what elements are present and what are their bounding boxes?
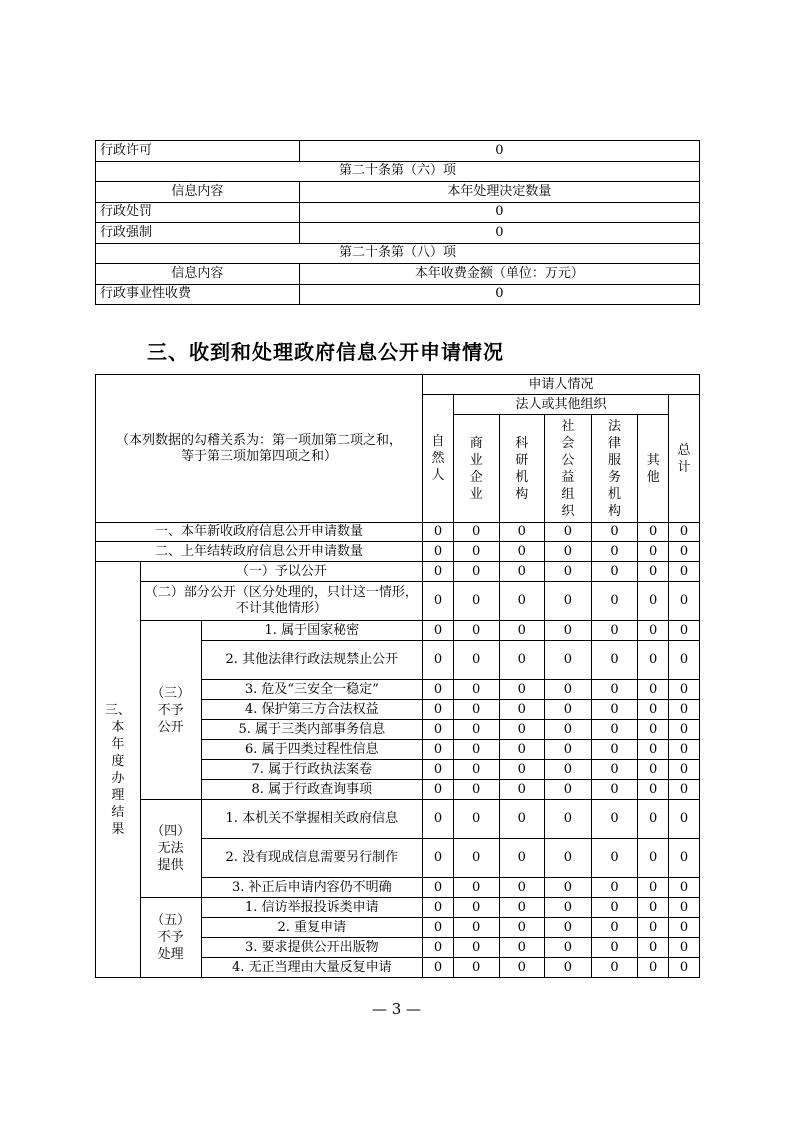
zero-cell: 0 bbox=[499, 720, 545, 740]
vertical-text-line: 他 bbox=[646, 469, 660, 485]
zero-cell: 0 bbox=[453, 621, 499, 641]
row-label: （二）部分公开（区分处理的，只计这一情形，不计其他情形） bbox=[140, 582, 422, 621]
vertical-text-line: 不予 bbox=[157, 930, 184, 945]
vertical-text-line: 业 bbox=[469, 452, 483, 468]
row-label: 3. 补正后申请内容仍不明确 bbox=[201, 878, 423, 898]
zero-cell: 0 bbox=[669, 839, 700, 878]
zero-cell: 0 bbox=[669, 740, 700, 760]
zero-cell: 0 bbox=[638, 621, 669, 641]
zero-cell: 0 bbox=[669, 700, 700, 720]
row-label: 行政处罚 bbox=[96, 202, 300, 223]
zero-cell: 0 bbox=[545, 641, 592, 680]
zero-cell: 0 bbox=[499, 523, 545, 542]
zero-cell: 0 bbox=[423, 839, 454, 878]
zero-cell: 0 bbox=[669, 523, 700, 542]
zero-cell: 0 bbox=[669, 582, 700, 621]
zero-cell: 0 bbox=[669, 760, 700, 780]
row-value: 0 bbox=[299, 202, 699, 223]
zero-cell: 0 bbox=[499, 740, 545, 760]
zero-cell: 0 bbox=[453, 800, 499, 839]
vertical-text-line: 会 bbox=[561, 435, 575, 451]
row-label: 1. 信访举报投诉类申请 bbox=[201, 898, 423, 918]
zero-cell: 0 bbox=[545, 582, 592, 621]
zero-cell: 0 bbox=[638, 839, 669, 878]
row-label: 4. 无正当理由大量反复申请 bbox=[201, 958, 423, 978]
row-label: 1. 属于国家秘密 bbox=[201, 621, 423, 641]
table-row bbox=[96, 523, 700, 542]
zero-cell: 0 bbox=[638, 542, 669, 562]
zero-cell: 0 bbox=[453, 582, 499, 621]
vertical-text-line: 服 bbox=[607, 452, 621, 468]
zero-cell: 0 bbox=[545, 523, 592, 542]
zero-cell: 0 bbox=[453, 839, 499, 878]
zero-cell: 0 bbox=[499, 898, 545, 918]
table-row bbox=[96, 800, 700, 839]
vertical-text-line: 构 bbox=[607, 503, 621, 519]
row-label: 2. 没有现成信息需要另行制作 bbox=[201, 839, 423, 878]
zero-cell: 0 bbox=[453, 918, 499, 938]
vertical-text-line: 总 bbox=[677, 442, 691, 458]
zero-cell: 0 bbox=[423, 680, 454, 700]
vertical-text-line: 其 bbox=[646, 452, 660, 468]
row-label: 2. 其他法律行政法规禁止公开 bbox=[201, 641, 423, 680]
zero-cell: 0 bbox=[499, 839, 545, 878]
vertical-text-line: 组 bbox=[561, 486, 575, 502]
zero-cell: 0 bbox=[638, 878, 669, 898]
zero-cell: 0 bbox=[453, 740, 499, 760]
zero-cell: 0 bbox=[638, 523, 669, 542]
zero-cell: 0 bbox=[453, 898, 499, 918]
column-header: 本年收费金额（单位：万元） bbox=[299, 264, 699, 285]
vertical-text-line: 不予 bbox=[157, 702, 184, 718]
zero-cell: 0 bbox=[591, 878, 638, 898]
col-research bbox=[499, 415, 545, 523]
zero-cell: 0 bbox=[545, 918, 592, 938]
zero-cell: 0 bbox=[638, 958, 669, 978]
zero-cell: 0 bbox=[669, 918, 700, 938]
zero-cell: 0 bbox=[669, 621, 700, 641]
zero-cell: 0 bbox=[499, 878, 545, 898]
table-row bbox=[96, 621, 700, 641]
zero-cell: 0 bbox=[499, 562, 545, 582]
vertical-text-line: 处理 bbox=[157, 947, 184, 962]
vertical-text-line: 商 bbox=[469, 435, 483, 451]
table-row bbox=[96, 542, 700, 562]
zero-cell: 0 bbox=[591, 582, 638, 621]
group-not-processed bbox=[140, 898, 201, 978]
row-label: 3. 要求提供公开出版物 bbox=[201, 938, 423, 958]
zero-cell: 0 bbox=[423, 760, 454, 780]
zero-cell: 0 bbox=[669, 720, 700, 740]
vertical-text-line: 度 bbox=[111, 753, 125, 769]
row-label: 行政强制 bbox=[96, 223, 300, 244]
vertical-text-line: 果 bbox=[111, 821, 125, 837]
vertical-text-line: 自 bbox=[431, 434, 445, 449]
zero-cell: 0 bbox=[591, 680, 638, 700]
row-value: 0 bbox=[299, 284, 699, 305]
vertical-text-line: 办 bbox=[111, 770, 125, 786]
vertical-text-line: （四） bbox=[151, 824, 191, 839]
zero-cell: 0 bbox=[669, 780, 700, 800]
zero-cell: 0 bbox=[591, 760, 638, 780]
row-label: 2. 重复申请 bbox=[201, 918, 423, 938]
page-number: — 3 — bbox=[371, 1000, 422, 1018]
zero-cell: 0 bbox=[499, 582, 545, 621]
zero-cell: 0 bbox=[591, 621, 638, 641]
row-label: 8. 属于行政查询事项 bbox=[201, 780, 423, 800]
zero-cell: 0 bbox=[423, 958, 454, 978]
zero-cell: 0 bbox=[545, 542, 592, 562]
table-row bbox=[96, 562, 700, 582]
col-other bbox=[638, 415, 669, 523]
zero-cell: 0 bbox=[638, 918, 669, 938]
group-unable-to-provide bbox=[140, 800, 201, 898]
vertical-text-line: 然 bbox=[431, 451, 445, 466]
zero-cell: 0 bbox=[545, 740, 592, 760]
applicant-header: 申请人情况 bbox=[423, 375, 700, 395]
table-row bbox=[96, 264, 700, 285]
table-row bbox=[96, 898, 700, 918]
vertical-text-line: 公 bbox=[561, 452, 575, 468]
vertical-text-line: 年 bbox=[111, 736, 125, 752]
zero-cell: 0 bbox=[453, 680, 499, 700]
vertical-text-line: 三、 bbox=[104, 702, 131, 718]
zero-cell: 0 bbox=[669, 878, 700, 898]
column-header: 本年处理决定数量 bbox=[299, 182, 699, 203]
vertical-text-line: 科 bbox=[515, 435, 529, 451]
zero-cell: 0 bbox=[499, 780, 545, 800]
zero-cell: 0 bbox=[545, 800, 592, 839]
note-cell: （本列数据的勾稽关系为：第一项加第二项之和，等于第三项加第四项之和） bbox=[96, 375, 423, 523]
zero-cell: 0 bbox=[638, 680, 669, 700]
vertical-text-line: 公开 bbox=[157, 719, 184, 735]
row-value: 0 bbox=[299, 223, 699, 244]
vertical-text-line: 计 bbox=[677, 459, 691, 475]
column-header: 信息内容 bbox=[96, 182, 300, 203]
application-table bbox=[95, 374, 700, 978]
zero-cell: 0 bbox=[453, 878, 499, 898]
zero-cell: 0 bbox=[638, 562, 669, 582]
zero-cell: 0 bbox=[453, 720, 499, 740]
zero-cell: 0 bbox=[499, 918, 545, 938]
zero-cell: 0 bbox=[545, 839, 592, 878]
zero-cell: 0 bbox=[499, 760, 545, 780]
zero-cell: 0 bbox=[423, 582, 454, 621]
zero-cell: 0 bbox=[423, 740, 454, 760]
zero-cell: 0 bbox=[669, 958, 700, 978]
zero-cell: 0 bbox=[453, 700, 499, 720]
table-row bbox=[96, 582, 700, 621]
zero-cell: 0 bbox=[423, 562, 454, 582]
table-row bbox=[96, 161, 700, 182]
zero-cell: 0 bbox=[423, 898, 454, 918]
zero-cell: 0 bbox=[499, 938, 545, 958]
vertical-text-line: 律 bbox=[607, 435, 621, 451]
zero-cell: 0 bbox=[591, 958, 638, 978]
zero-cell: 0 bbox=[453, 958, 499, 978]
section-header: 第二十条第（八）项 bbox=[96, 243, 700, 264]
row-label: 行政许可 bbox=[96, 141, 300, 162]
vertical-text-line: 法 bbox=[607, 418, 621, 434]
zero-cell: 0 bbox=[545, 938, 592, 958]
vertical-text-line: （五） bbox=[151, 913, 191, 928]
zero-cell: 0 bbox=[669, 938, 700, 958]
zero-cell: 0 bbox=[423, 800, 454, 839]
zero-cell: 0 bbox=[545, 720, 592, 740]
zero-cell: 0 bbox=[638, 898, 669, 918]
zero-cell: 0 bbox=[545, 898, 592, 918]
table-row bbox=[96, 375, 700, 395]
vertical-text-line: 益 bbox=[561, 469, 575, 485]
table-row bbox=[96, 243, 700, 264]
vertical-text-line: 织 bbox=[561, 503, 575, 519]
zero-cell: 0 bbox=[669, 542, 700, 562]
zero-cell: 0 bbox=[423, 523, 454, 542]
zero-cell: 0 bbox=[499, 542, 545, 562]
zero-cell: 0 bbox=[453, 780, 499, 800]
zero-cell: 0 bbox=[591, 720, 638, 740]
table-row bbox=[96, 223, 700, 244]
zero-cell: 0 bbox=[591, 740, 638, 760]
admin-table bbox=[95, 140, 700, 305]
zero-cell: 0 bbox=[545, 878, 592, 898]
section-header: 第二十条第（六）项 bbox=[96, 161, 700, 182]
zero-cell: 0 bbox=[591, 700, 638, 720]
zero-cell: 0 bbox=[638, 720, 669, 740]
zero-cell: 0 bbox=[423, 878, 454, 898]
zero-cell: 0 bbox=[453, 562, 499, 582]
row-label: 3. 危及“三安全一稳定” bbox=[201, 680, 423, 700]
section-title: 三、收到和处理政府信息公开申请情况 bbox=[147, 340, 504, 364]
table-row bbox=[96, 141, 700, 162]
row-label: （一）予以公开 bbox=[140, 562, 422, 582]
row-label: 5. 属于三类内部事务信息 bbox=[201, 720, 423, 740]
zero-cell: 0 bbox=[591, 523, 638, 542]
vertical-text-line: 务 bbox=[607, 469, 621, 485]
zero-cell: 0 bbox=[638, 780, 669, 800]
zero-cell: 0 bbox=[669, 898, 700, 918]
zero-cell: 0 bbox=[423, 621, 454, 641]
row-label: 一、本年新收政府信息公开申请数量 bbox=[96, 523, 423, 542]
table-row bbox=[96, 284, 700, 305]
zero-cell: 0 bbox=[423, 918, 454, 938]
row-label: 行政事业性收费 bbox=[96, 284, 300, 305]
zero-cell: 0 bbox=[669, 562, 700, 582]
col-natural-person bbox=[423, 395, 454, 523]
column-header: 信息内容 bbox=[96, 264, 300, 285]
zero-cell: 0 bbox=[545, 780, 592, 800]
zero-cell: 0 bbox=[499, 641, 545, 680]
zero-cell: 0 bbox=[591, 780, 638, 800]
vertical-text-line: 无法 bbox=[157, 841, 184, 856]
row-value: 0 bbox=[299, 141, 699, 162]
zero-cell: 0 bbox=[453, 523, 499, 542]
zero-cell: 0 bbox=[499, 680, 545, 700]
zero-cell: 0 bbox=[591, 542, 638, 562]
vertical-text-line: 本 bbox=[111, 719, 125, 735]
zero-cell: 0 bbox=[453, 641, 499, 680]
vertical-text-line: 企 bbox=[469, 469, 483, 485]
vertical-text-line: 机 bbox=[515, 469, 529, 485]
zero-cell: 0 bbox=[638, 760, 669, 780]
row-label: 二、上年结转政府信息公开申请数量 bbox=[96, 542, 423, 562]
vertical-text-line: 结 bbox=[111, 804, 125, 820]
zero-cell: 0 bbox=[499, 700, 545, 720]
vertical-text-line: 人 bbox=[431, 468, 445, 483]
col-social-welfare bbox=[545, 415, 592, 523]
row-label: 7. 属于行政执法案卷 bbox=[201, 760, 423, 780]
zero-cell: 0 bbox=[591, 641, 638, 680]
zero-cell: 0 bbox=[545, 760, 592, 780]
col-business bbox=[453, 415, 499, 523]
zero-cell: 0 bbox=[591, 839, 638, 878]
zero-cell: 0 bbox=[499, 800, 545, 839]
zero-cell: 0 bbox=[669, 800, 700, 839]
zero-cell: 0 bbox=[545, 621, 592, 641]
table-row bbox=[96, 202, 700, 223]
zero-cell: 0 bbox=[423, 542, 454, 562]
col-legal-service bbox=[591, 415, 638, 523]
zero-cell: 0 bbox=[638, 582, 669, 621]
zero-cell: 0 bbox=[669, 680, 700, 700]
vertical-text-line: 提供 bbox=[157, 858, 184, 873]
vertical-text-line: 业 bbox=[469, 486, 483, 502]
row-label: 1. 本机关不掌握相关政府信息 bbox=[201, 800, 423, 839]
zero-cell: 0 bbox=[423, 641, 454, 680]
zero-cell: 0 bbox=[545, 700, 592, 720]
zero-cell: 0 bbox=[638, 800, 669, 839]
zero-cell: 0 bbox=[499, 621, 545, 641]
zero-cell: 0 bbox=[545, 562, 592, 582]
vertical-text-line: （三） bbox=[151, 685, 191, 701]
zero-cell: 0 bbox=[453, 760, 499, 780]
zero-cell: 0 bbox=[638, 740, 669, 760]
zero-cell: 0 bbox=[638, 641, 669, 680]
zero-cell: 0 bbox=[591, 938, 638, 958]
zero-cell: 0 bbox=[453, 542, 499, 562]
vertical-text-line: 研 bbox=[515, 452, 529, 468]
zero-cell: 0 bbox=[591, 800, 638, 839]
legal-entity-header: 法人或其他组织 bbox=[453, 395, 668, 415]
zero-cell: 0 bbox=[423, 780, 454, 800]
row-label: 4. 保护第三方合法权益 bbox=[201, 700, 423, 720]
zero-cell: 0 bbox=[591, 562, 638, 582]
zero-cell: 0 bbox=[499, 958, 545, 978]
zero-cell: 0 bbox=[423, 938, 454, 958]
zero-cell: 0 bbox=[591, 918, 638, 938]
group-not-disclosed bbox=[140, 621, 201, 800]
group-annual-results bbox=[96, 562, 141, 978]
zero-cell: 0 bbox=[638, 700, 669, 720]
vertical-text-line: 机 bbox=[607, 486, 621, 502]
zero-cell: 0 bbox=[638, 938, 669, 958]
zero-cell: 0 bbox=[545, 680, 592, 700]
row-label: 6. 属于四类过程性信息 bbox=[201, 740, 423, 760]
vertical-text-line: 理 bbox=[111, 787, 125, 803]
zero-cell: 0 bbox=[453, 938, 499, 958]
vertical-text-line: 社 bbox=[561, 418, 575, 434]
zero-cell: 0 bbox=[669, 641, 700, 680]
table-row bbox=[96, 182, 700, 203]
col-total bbox=[669, 395, 700, 523]
vertical-text-line: 构 bbox=[515, 486, 529, 502]
zero-cell: 0 bbox=[423, 700, 454, 720]
zero-cell: 0 bbox=[591, 898, 638, 918]
zero-cell: 0 bbox=[423, 720, 454, 740]
zero-cell: 0 bbox=[545, 958, 592, 978]
